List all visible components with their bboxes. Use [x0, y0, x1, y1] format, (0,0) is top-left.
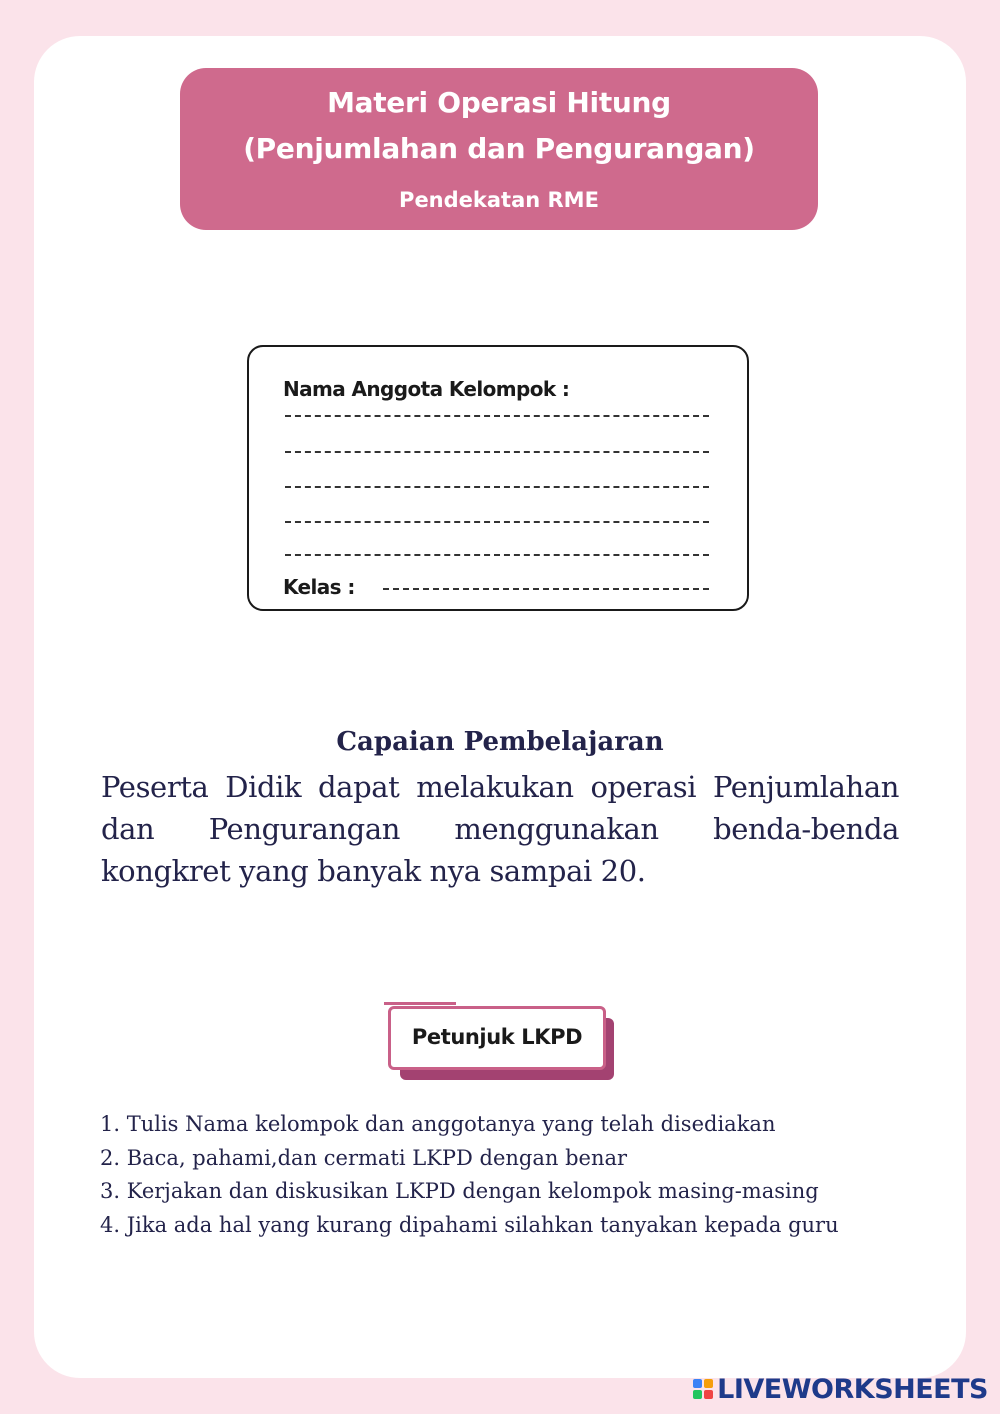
instructions-badge-accent [384, 1002, 456, 1005]
learning-outcome-text: Peserta Didik dapat melakukan operasi Penjumlahan dan Pengurangan menggunakan benda-benda kongkret yang banyak nya sampai 20. [101, 770, 899, 888]
liveworksheets-icon [693, 1379, 713, 1399]
instructions-badge [388, 1006, 606, 1070]
title-main: Materi Operasi Hitung [327, 86, 671, 119]
instruction-item: 3. Kerjakan dan diskusikan LKPD dengan kelompok masing-masing [100, 1179, 819, 1203]
group-member-box [247, 345, 749, 611]
learning-outcome-heading: Capaian Pembelajaran [336, 727, 664, 757]
liveworksheets-wordmark: LIVEWORKSHEETS [717, 1373, 988, 1405]
member-names-label: Nama Anggota Kelompok : [283, 377, 570, 401]
class-input-line[interactable] [383, 588, 709, 590]
member-name-line-3[interactable] [285, 486, 709, 488]
instruction-item: 4. Jika ada hal yang kurang dipahami silahkan tanyakan kepada guru [100, 1212, 839, 1237]
instruction-item: 1. Tulis Nama kelompok dan anggotanya yang telah disediakan [100, 1112, 776, 1136]
member-name-line-4[interactable] [285, 521, 709, 523]
instruction-item: 2. Baca, pahami,dan cermati LKPD dengan benar [100, 1145, 628, 1170]
title-approach: Pendekatan RME [399, 188, 599, 212]
title-banner [180, 68, 818, 230]
member-name-line-1[interactable] [285, 415, 709, 417]
member-name-line-5[interactable] [285, 554, 709, 556]
title-subtitle: (Penjumlahan dan Pengurangan) [243, 132, 755, 165]
instructions-title: Petunjuk LKPD [411, 1025, 583, 1049]
liveworksheets-logo [693, 1374, 988, 1404]
class-label: Kelas : [283, 575, 355, 599]
member-name-line-2[interactable] [285, 451, 709, 453]
instructions-list [100, 1108, 839, 1242]
